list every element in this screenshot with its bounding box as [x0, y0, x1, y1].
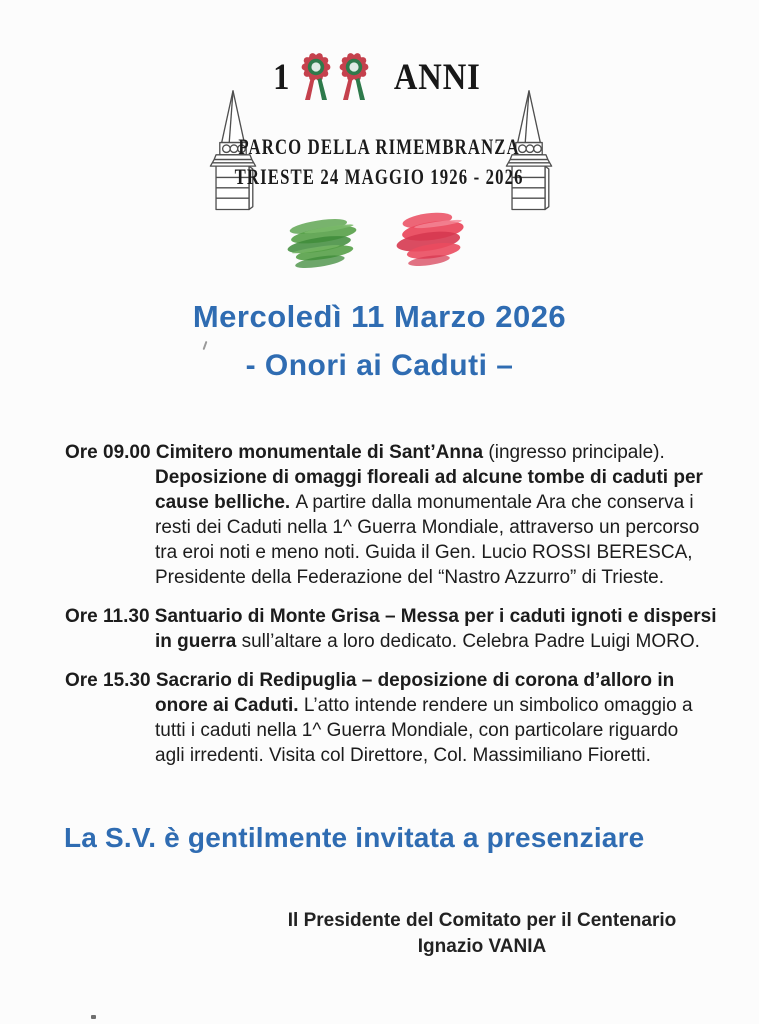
centenary-logo — [0, 50, 759, 108]
tricolor-cockade-icon — [332, 50, 376, 108]
invitation-line: La S.V. è gentilmente invitata a presenziare — [64, 822, 645, 853]
event-location-title — [0, 134, 759, 160]
schedule-text: in guerra — [155, 631, 242, 652]
event-location-text: PARCO DELLA RIMEMBRANZA — [238, 134, 521, 159]
cockade-pair — [294, 50, 376, 108]
schedule-text: Cimitero monumentale di Sant’Anna — [155, 442, 489, 463]
schedule-text: Sacrario di Redipuglia – deposizione di corona d’alloro in — [155, 670, 675, 691]
schedule-item — [65, 440, 725, 590]
schedule-text: cause belliche. — [155, 492, 296, 513]
green-brushstroke-icon — [281, 214, 365, 272]
event-city-date-title — [0, 164, 759, 190]
schedule-time: Ore 15.30 — [65, 670, 156, 691]
schedule-text: sull’altare a loro dedicato. Celebra Padre Luigi MORO. — [241, 631, 700, 652]
event-subtitle: - Onori ai Caduti – — [245, 349, 514, 382]
schedule-text: agli irredenti. Visita col Direttore, Col. Massimiliano Fioretti. — [155, 745, 651, 766]
schedule-text: Deposizione di omaggi floreali ad alcune tombe di caduti per — [155, 467, 703, 488]
schedule-text: tra eroi noti e meno noti. Guida il Gen. Lucio ROSSI BERESCA, — [155, 542, 693, 563]
logo-anni-label: ANNI — [393, 57, 481, 98]
schedule-item — [65, 604, 725, 654]
event-date-title: Mercoledì 11 Marzo 2026 — [192, 299, 567, 334]
schedule-text: L’atto intende rendere un simbolico omaggio a — [303, 695, 693, 716]
schedule-text: Santuario di Monte Grisa – Messa per i caduti ignoti e dispersi — [154, 606, 717, 627]
logo-number: 1 — [273, 57, 291, 98]
signature-name: Ignazio VANIA — [417, 936, 547, 957]
schedule-time: Ore 11.30 — [65, 606, 155, 627]
schedule-text: onore ai Caduti. — [155, 695, 304, 716]
signature-role: Il Presidente del Comitato per il Centenario — [287, 910, 677, 931]
schedule-item — [65, 668, 725, 768]
red-brushstroke-icon — [388, 207, 476, 271]
signature-block — [225, 908, 739, 960]
schedule-text: resti dei Caduti nella 1^ Guerra Mondiale, attraverso un percorso — [155, 517, 700, 538]
scan-artifact — [91, 1015, 96, 1019]
schedule-text: Presidente della Federazione del “Nastro Azzurro” di Trieste. — [155, 567, 665, 588]
schedule-list — [65, 440, 725, 782]
schedule-text: (ingresso principale). — [488, 442, 665, 463]
schedule-text: A partire dalla monumentale Ara che conserva i — [295, 492, 694, 513]
event-city-date-text: TRIESTE 24 MAGGIO 1926 - 2026 — [234, 164, 524, 189]
schedule-text: tutti i caduti nella 1^ Guerra Mondiale, con particolare riguardo — [155, 720, 679, 741]
schedule-time: Ore 09.00 — [65, 442, 156, 463]
